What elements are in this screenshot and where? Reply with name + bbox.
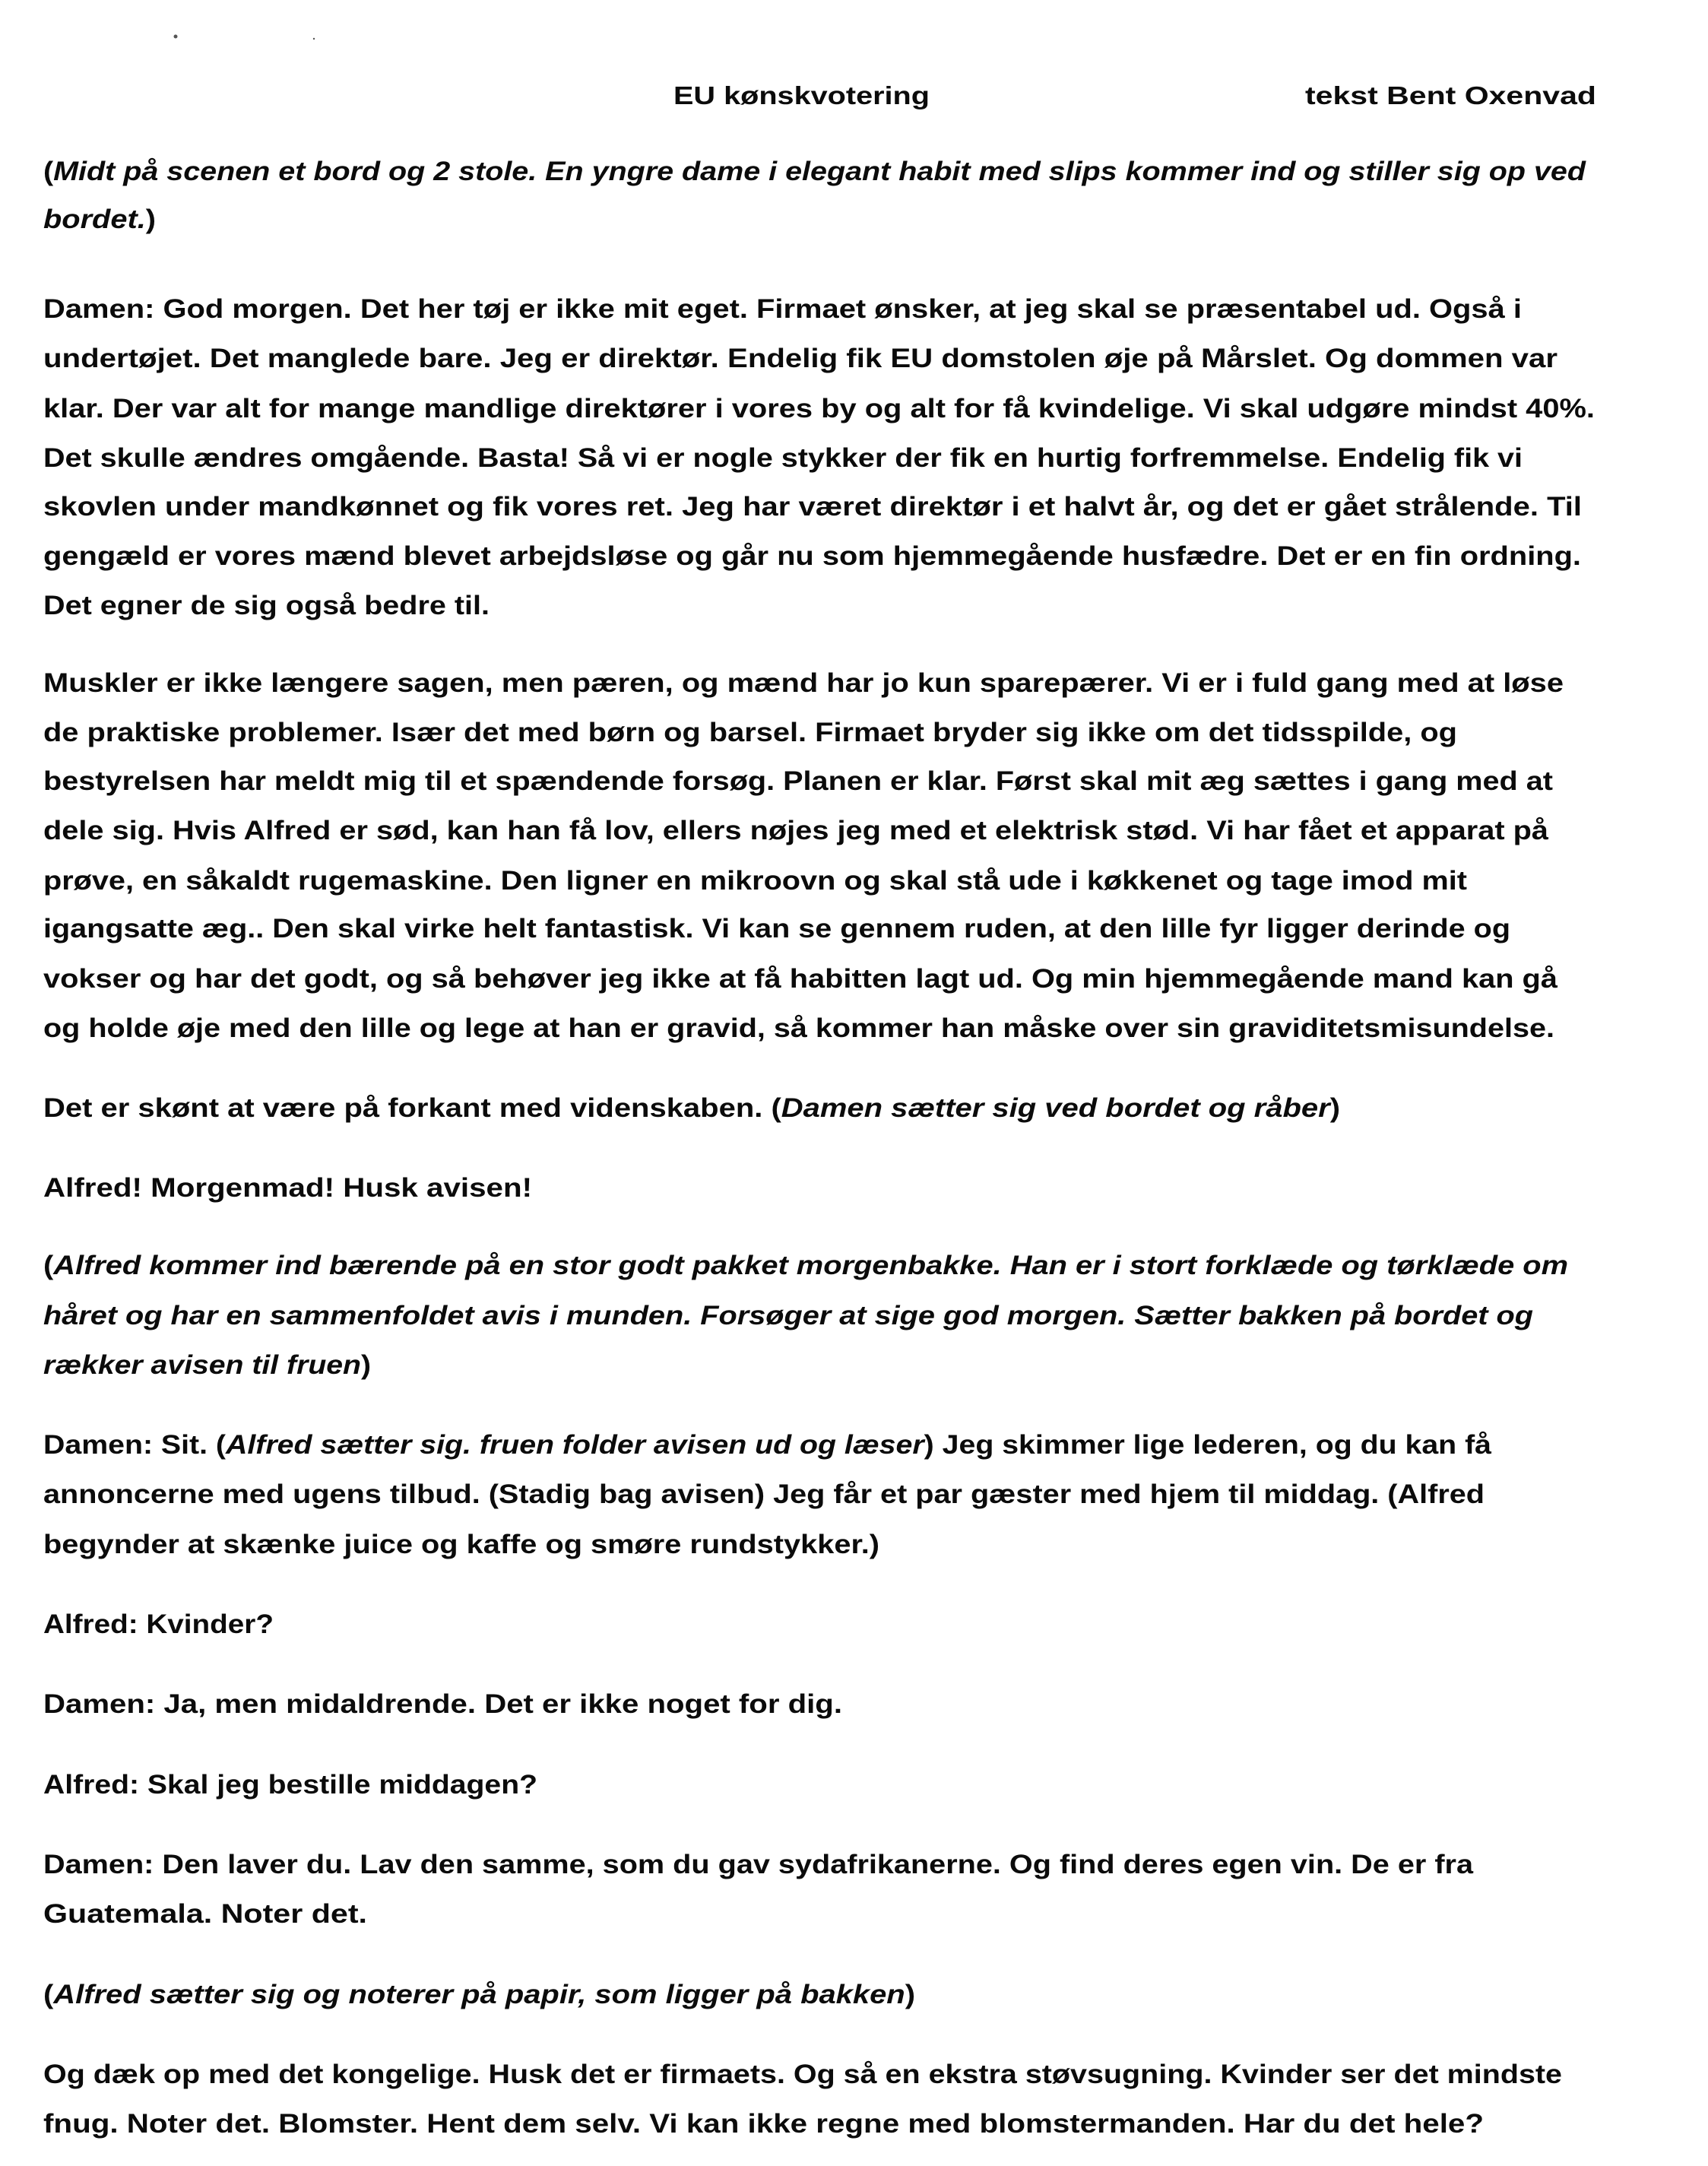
text-line: [43, 1173, 532, 1203]
text-run: Guatemala. Noter det.: [43, 1899, 367, 1929]
text-line: [43, 964, 1558, 994]
dialogue-paragraph: [43, 1093, 1340, 1123]
text-line: [43, 1093, 1340, 1123]
italic-run: håret og har en sammenfoldet avis i munden. Forsøger at sige god morgen. Sætter bakken på bordet og: [43, 1301, 1533, 1330]
text-line: [43, 866, 1467, 896]
text-run: Damen: Ja, men midaldrende. Det er ikke noget for dig.: [43, 1689, 842, 1719]
italic-run: bordet.: [43, 205, 134, 234]
text-line: [43, 1530, 879, 1559]
text-run: Damen: Den laver du. Lav den samme, som du gav sydafrikanerne. Og find deres egen vin. De er fra: [43, 1850, 1474, 1879]
stage-direction: [43, 1980, 915, 2009]
text-line: [43, 344, 1557, 373]
text-run: vokser og har det godt, og så behøver jeg ikke at få habitten lagt ud. Og min hjemmegående mand kan gå: [43, 964, 1558, 994]
text-line: [43, 1430, 1492, 1460]
text-line: [43, 1301, 1533, 1330]
text-run: Damen: God morgen. Det her tøj er ikke mit eget. Firmaet ønsker, at jeg skal se præsentabel ud. Også i: [43, 294, 1522, 324]
scan-speck: [313, 38, 315, 40]
text-line: [43, 718, 1457, 747]
text-line: [43, 1013, 1554, 1043]
dialogue-paragraph: [43, 1430, 1492, 1559]
text-run: undertøjet. Det manglede bare. Jeg er direktør. Endelig fik EU domstolen øje på Mårslet. Og dommen var: [43, 344, 1558, 373]
text-run: gengæld er vores mænd blevet arbejdsløse og går nu som hjemmegående husfædre. Det er en fin ordning.: [43, 541, 1581, 571]
text-run: Det er skønt at være på forkant med videnskaben. (: [43, 1093, 689, 1123]
text-run: Alfred! Morgenmad! Husk avisen!: [43, 1173, 533, 1203]
text-line: [43, 157, 1586, 186]
text-run: ) Jeg skimmer lige lederen, og du kan få: [924, 1430, 1430, 1460]
text-line: [43, 2060, 1562, 2089]
text-line: [43, 766, 1553, 796]
text-run: Muskler er ikke længere sagen, men pæren, og mænd har jo kun sparepærer. Vi er i fuld gang med at løse: [43, 668, 1564, 698]
text-line: [43, 591, 490, 620]
italic-run: Alfred kommer ind bærende på en stor godt pakket morgenbakke. Han er i stort forklæde og tørklæde om: [53, 1251, 1386, 1280]
text-line: [43, 1609, 274, 1639]
text-line: [43, 1689, 842, 1719]
text-line: [43, 492, 1582, 522]
dialogue-paragraph: [43, 668, 1564, 1043]
text-run: prøve, en såkaldt rugemaskine. Den ligner en mikroovn og skal stå ude i køkkenet og tage imod mit: [43, 866, 1468, 896]
text-run: (: [43, 157, 52, 186]
text-line: [43, 541, 1581, 571]
text-run: igangsatte æg.. Den skal virke helt fantastisk. Vi kan se gennem ruden, at den lille fyr ligger derinde og: [43, 914, 1511, 943]
scan-speck: [174, 35, 178, 39]
text-run: og holde øje med den lille og lege at han er gravid, så kommer han måske over sin graviditetsmisundelse.: [43, 1013, 1554, 1043]
text-run: ): [145, 205, 155, 234]
text-run: Det skulle ændres omgående. Basta! Så vi er nogle stykker der fik en hurtig forfremmelse. Endelig fik vi: [43, 443, 1523, 473]
text-line: [43, 2109, 1484, 2139]
text-line: [43, 1770, 537, 1800]
dialogue-paragraph: [43, 294, 1595, 620]
italic-run: Midt på scenen et bord og 2 stole. En yngre dame i elegant habit med slips kommer ind og stiller sig op ved: [53, 157, 1412, 186]
text-run: ): [905, 1980, 914, 2009]
document-title: EU kønskvotering: [673, 81, 930, 109]
text-line: [43, 668, 1564, 698]
text-line: [43, 1899, 367, 1929]
text-run: (: [43, 1980, 52, 2009]
text-run: de praktiske problemer. Især det med børn og barsel. Firmaet bryder sig ikke om det tidsspilde, og: [43, 718, 1457, 747]
text-line: [43, 443, 1523, 473]
stage-direction: [43, 157, 1586, 234]
text-run: skovlen under mandkønnet og fik vores ret. Jeg har været direktør i et halvt år, og det er gået strålende. Til: [43, 492, 1582, 522]
text-run: Og dæk op med det kongelige. Husk det er firmaets. Og så en ekstra støvsugning. Kvinder ser det mindste: [43, 2060, 1562, 2089]
dialogue-paragraph: [43, 1850, 1474, 1929]
text-run: bestyrelsen har meldt mig til et spændende forsøg. Planen er klar. Først skal mit æg sættes i gang med at: [43, 766, 1554, 796]
text-line: [43, 294, 1522, 324]
dialogue-paragraph: [43, 1770, 537, 1800]
italic-run: Alfred sætter sig og noterer på papir, som ligger på bakken: [53, 1980, 800, 2009]
text-line: [43, 394, 1595, 423]
text-run: Det egner de sig også bedre til.: [43, 591, 490, 620]
italic-run: Damen sætter sig ved bordet og råber: [781, 1093, 1262, 1123]
text-run: ): [1329, 1093, 1339, 1123]
play-text-body: [43, 157, 1595, 2139]
italic-run: Alfred sætter sig. fruen folder avisen ud og læser: [226, 1430, 848, 1460]
text-run: dele sig. Hvis Alfred er sød, kan han få lov, ellers nøjes jeg med et elektrisk stød. Vi har fået et apparat på: [43, 816, 1549, 845]
dialogue-paragraph: [43, 1689, 842, 1719]
text-run: fnug. Noter det. Blomster. Hent dem selv. Vi kan ikke regne med blomstermanden. Har du det hele?: [43, 2109, 1484, 2139]
text-line: [43, 1350, 371, 1380]
text-run: (: [43, 1251, 52, 1280]
text-run: ): [360, 1350, 370, 1380]
text-run: annoncerne med ugens tilbud. (Stadig bag avisen) Jeg får et par gæster med hjem til middag. (Alfred: [43, 1479, 1485, 1509]
text-line: [43, 1850, 1474, 1879]
italic-run: rækker avisen til fruen: [43, 1350, 328, 1380]
dialogue-paragraph: [43, 1609, 274, 1639]
dialogue-paragraph: [43, 2060, 1562, 2139]
text-line: [43, 1980, 915, 2009]
text-run: Alfred: Skal jeg bestille middagen?: [43, 1770, 537, 1800]
document-author: tekst Bent Oxenvad: [1305, 81, 1596, 109]
text-line: [43, 816, 1549, 845]
text-run: klar. Der var alt for mange mandlige direktører i vores by og alt for få kvindelige. Vi skal udgøre mindst 40%.: [43, 394, 1595, 423]
dialogue-paragraph: [43, 1173, 532, 1203]
text-line: [43, 205, 156, 234]
stage-direction: [43, 1251, 1568, 1380]
text-line: [43, 914, 1510, 943]
text-run: begynder at skænke juice og kaffe og smøre rundstykker.): [43, 1530, 879, 1559]
text-run: Alfred: Kvinder?: [43, 1609, 274, 1639]
text-run: Damen: Sit. (: [43, 1430, 206, 1460]
text-line: [43, 1479, 1485, 1509]
text-line: [43, 1251, 1568, 1280]
